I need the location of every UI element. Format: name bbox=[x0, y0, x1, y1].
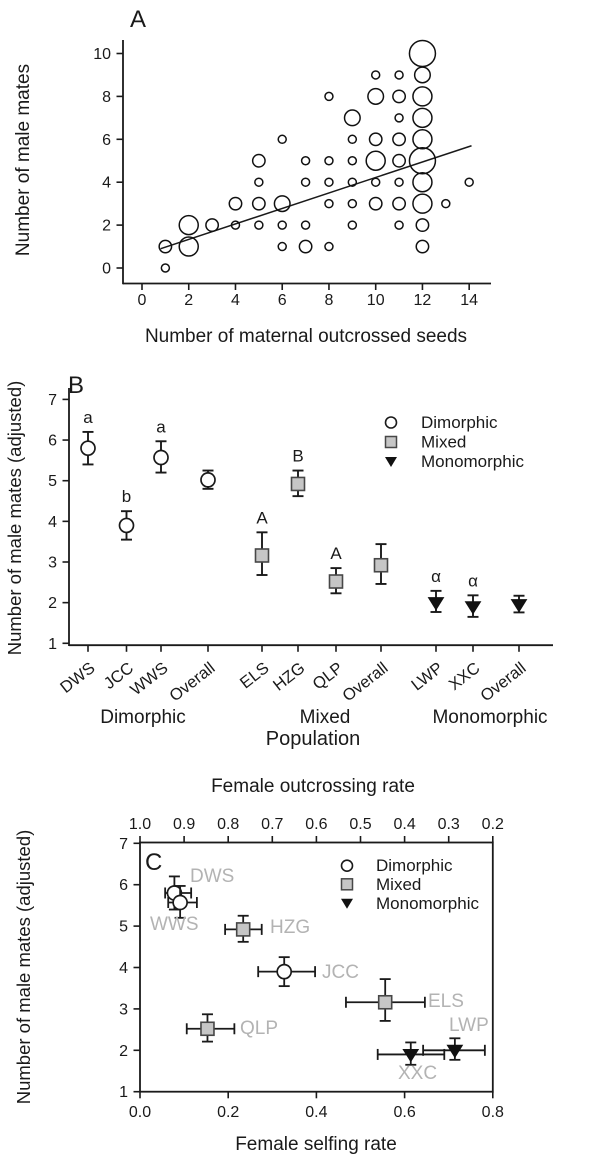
significance-letter: α bbox=[431, 566, 441, 586]
bubble bbox=[255, 178, 263, 186]
population-tick-label: DWS bbox=[57, 658, 99, 697]
bubble bbox=[206, 219, 218, 231]
bubble bbox=[415, 67, 431, 83]
panel-a-x-axis-title: Number of maternal outcrossed seeds bbox=[144, 326, 468, 347]
legend-label: Mixed bbox=[421, 432, 467, 452]
group-label: Dimorphic bbox=[100, 707, 186, 728]
x-tick-label: 2 bbox=[184, 292, 194, 309]
legend-label: Monomorphic bbox=[376, 893, 479, 913]
bubble bbox=[302, 157, 310, 165]
legend-label: Monomorphic bbox=[421, 452, 524, 471]
y-tick-label: 6 bbox=[102, 131, 111, 149]
bottom-tick-label: 0.6 bbox=[393, 1104, 416, 1121]
bubble bbox=[179, 216, 198, 235]
bubble bbox=[366, 151, 385, 170]
panel-a-letter: A bbox=[130, 6, 147, 33]
top-tick-label: 0.6 bbox=[305, 816, 328, 833]
top-tick-label: 0.4 bbox=[393, 816, 416, 833]
y-tick-label: 7 bbox=[119, 835, 128, 853]
bubble bbox=[278, 243, 286, 251]
point-label-QLP: QLP bbox=[240, 1018, 279, 1039]
panel-c-top-axis-title: Female outcrossing rate bbox=[211, 776, 415, 797]
panel-b-axes bbox=[48, 388, 553, 705]
legend bbox=[341, 856, 479, 913]
y-tick-label: 6 bbox=[48, 432, 57, 450]
significance-letter: A bbox=[256, 508, 268, 528]
bubble bbox=[416, 240, 428, 252]
legend-square-icon bbox=[342, 879, 353, 890]
bubble bbox=[413, 87, 432, 106]
y-tick-label: 4 bbox=[102, 174, 111, 192]
point-label-DWS: DWS bbox=[190, 866, 235, 887]
bubble bbox=[416, 219, 428, 231]
bubble bbox=[413, 173, 432, 192]
x-tick-label: 12 bbox=[413, 292, 432, 309]
point-label-HZG: HZG bbox=[270, 917, 311, 938]
bubble bbox=[302, 178, 310, 186]
population-tick-label: JCC bbox=[100, 658, 137, 693]
significance-letter: α bbox=[468, 571, 478, 591]
legend-label: Mixed bbox=[376, 874, 422, 894]
y-tick-label: 2 bbox=[102, 217, 111, 235]
x-tick-label: 8 bbox=[324, 292, 334, 309]
population-tick-label: HZG bbox=[269, 658, 309, 695]
bottom-tick-label: 0.2 bbox=[217, 1104, 240, 1121]
population-tick-label: Overall bbox=[477, 658, 530, 706]
bubble bbox=[413, 130, 432, 149]
population-tick-label: LWP bbox=[408, 658, 447, 695]
bubble bbox=[409, 41, 435, 67]
bubble bbox=[393, 90, 405, 102]
bubble bbox=[161, 264, 169, 272]
bubble bbox=[372, 178, 380, 186]
panel-a-chart bbox=[0, 0, 600, 360]
group-label: Mixed bbox=[299, 707, 351, 728]
bubble bbox=[393, 197, 405, 209]
y-tick-label: 4 bbox=[48, 513, 57, 531]
point-XXC bbox=[403, 1049, 418, 1061]
bubble bbox=[442, 200, 450, 208]
bubble bbox=[409, 148, 435, 174]
bottom-tick-label: 0.0 bbox=[128, 1104, 152, 1121]
legend bbox=[385, 413, 524, 471]
point-JCC bbox=[277, 965, 291, 979]
significance-letter: B bbox=[292, 446, 304, 466]
bubble bbox=[253, 155, 265, 167]
regression-line bbox=[161, 146, 472, 249]
panel-c-chart bbox=[0, 760, 600, 1170]
point-Overall bbox=[512, 600, 527, 612]
bubble bbox=[299, 240, 311, 252]
point-HZG bbox=[237, 923, 250, 936]
bubble bbox=[278, 135, 286, 143]
point-label-WWS: WWS bbox=[150, 914, 199, 935]
y-tick-label: 3 bbox=[48, 554, 57, 572]
x-tick-label: 4 bbox=[231, 292, 240, 309]
panel-a-y-axis-title: Number of male mates bbox=[13, 63, 34, 257]
point-label-LWP: LWP bbox=[449, 1015, 489, 1036]
bubble bbox=[465, 178, 473, 186]
y-tick-label: 10 bbox=[93, 46, 111, 63]
panel-b-y-axis-title: Number of male mates (adjusted) bbox=[4, 380, 25, 656]
bubble bbox=[348, 221, 356, 229]
bubble bbox=[229, 197, 241, 209]
y-tick-label: 1 bbox=[48, 635, 57, 653]
panel-c-letter: C bbox=[145, 849, 163, 876]
bubble bbox=[345, 110, 361, 126]
panel-c-y-axis-title: Number of male mates (adjusted) bbox=[13, 829, 34, 1105]
bubble bbox=[370, 197, 382, 209]
bubble bbox=[278, 221, 286, 229]
bubble bbox=[395, 221, 403, 229]
significance-letter: A bbox=[330, 544, 342, 564]
bubble bbox=[348, 200, 356, 208]
significance-letter: b bbox=[121, 487, 132, 507]
bottom-tick-label: 0.8 bbox=[481, 1104, 504, 1121]
group-label: Monomorphic bbox=[432, 707, 548, 728]
x-tick-label: 10 bbox=[366, 292, 385, 309]
population-tick-label: ELS bbox=[236, 658, 273, 693]
x-tick-label: 0 bbox=[137, 292, 147, 309]
bubble bbox=[393, 155, 405, 167]
point-ELS bbox=[256, 549, 269, 562]
panel-b-group bbox=[48, 388, 553, 728]
top-tick-label: 1.0 bbox=[128, 816, 152, 833]
panel-c-group bbox=[119, 816, 504, 1121]
point-LWP bbox=[447, 1045, 462, 1057]
y-tick-label: 2 bbox=[48, 595, 57, 613]
panel-b-x-axis-title: Population bbox=[265, 728, 361, 750]
point-DWS bbox=[81, 441, 95, 455]
y-tick-label: 6 bbox=[119, 877, 128, 895]
top-tick-label: 0.7 bbox=[261, 816, 284, 833]
bubble bbox=[302, 221, 310, 229]
y-tick-label: 8 bbox=[102, 88, 111, 106]
panel-a-axes bbox=[93, 40, 491, 309]
panel-a-group bbox=[93, 40, 491, 309]
y-tick-label: 5 bbox=[119, 918, 128, 936]
point-label-JCC: JCC bbox=[322, 962, 359, 983]
population-tick-label: XXC bbox=[445, 658, 484, 695]
panel-c-bottom-axis-title: Female selfing rate bbox=[235, 1134, 397, 1155]
population-tick-label: Overall bbox=[339, 658, 392, 706]
top-tick-label: 0.5 bbox=[349, 816, 372, 833]
point-XXC bbox=[466, 602, 481, 614]
population-tick-label: QLP bbox=[309, 658, 347, 694]
y-tick-label: 5 bbox=[48, 473, 57, 491]
bubble bbox=[325, 200, 333, 208]
bubble bbox=[395, 71, 403, 79]
point-LWP bbox=[429, 598, 444, 610]
bubble bbox=[372, 71, 380, 79]
significance-letter: a bbox=[156, 417, 166, 437]
y-tick-label: 1 bbox=[119, 1084, 128, 1102]
bubble bbox=[325, 157, 333, 165]
y-tick-label: 7 bbox=[48, 391, 57, 409]
point-label-ELS: ELS bbox=[428, 991, 464, 1012]
significance-letter: a bbox=[83, 407, 93, 427]
y-tick-label: 2 bbox=[119, 1042, 128, 1060]
x-tick-label: 6 bbox=[277, 292, 287, 309]
point-Overall bbox=[201, 473, 215, 487]
population-tick-label: WWS bbox=[127, 658, 172, 700]
bubble bbox=[413, 194, 432, 213]
bubble bbox=[395, 114, 403, 122]
panel-b-group-labels bbox=[100, 707, 547, 728]
legend-label: Dimorphic bbox=[376, 856, 453, 876]
population-tick-label: Overall bbox=[166, 658, 219, 706]
point-QLP bbox=[201, 1022, 214, 1035]
y-tick-label: 4 bbox=[119, 960, 128, 977]
bubble bbox=[325, 178, 333, 186]
bubble bbox=[370, 133, 382, 145]
top-tick-label: 0.9 bbox=[172, 816, 196, 833]
point-WWS bbox=[173, 896, 187, 910]
legend-label: Dimorphic bbox=[421, 413, 498, 432]
point-QLP bbox=[330, 575, 343, 588]
point-JCC bbox=[120, 518, 134, 532]
bubble bbox=[325, 92, 333, 100]
point-WWS bbox=[154, 451, 168, 465]
point-ELS bbox=[379, 996, 392, 1009]
top-tick-label: 0.8 bbox=[217, 816, 240, 833]
bubble bbox=[395, 178, 403, 186]
top-tick-label: 0.2 bbox=[481, 816, 504, 833]
panel-a-bubbles bbox=[159, 41, 473, 273]
legend-square-icon bbox=[386, 437, 397, 448]
y-tick-label: 3 bbox=[119, 1001, 128, 1019]
y-tick-label: 0 bbox=[102, 260, 111, 278]
point-Overall bbox=[375, 559, 388, 572]
bubble bbox=[413, 108, 432, 127]
legend-circle-icon bbox=[342, 860, 353, 871]
x-tick-label: 14 bbox=[460, 292, 479, 309]
legend-triangle-icon bbox=[385, 457, 397, 467]
bubble bbox=[253, 197, 265, 209]
bubble bbox=[393, 133, 405, 145]
legend-circle-icon bbox=[386, 417, 397, 428]
bubble bbox=[348, 135, 356, 143]
panel-b-letter: B bbox=[68, 372, 85, 399]
bubble bbox=[368, 89, 384, 105]
legend-triangle-icon bbox=[341, 899, 353, 909]
bubble bbox=[348, 157, 356, 165]
top-tick-label: 0.3 bbox=[437, 816, 460, 833]
point-HZG bbox=[292, 477, 305, 490]
panel-b-chart bbox=[0, 360, 600, 760]
point-label-XXC: XXC bbox=[398, 1063, 438, 1084]
bubble bbox=[325, 243, 333, 251]
bottom-tick-label: 0.4 bbox=[305, 1104, 328, 1121]
bubble bbox=[255, 221, 263, 229]
